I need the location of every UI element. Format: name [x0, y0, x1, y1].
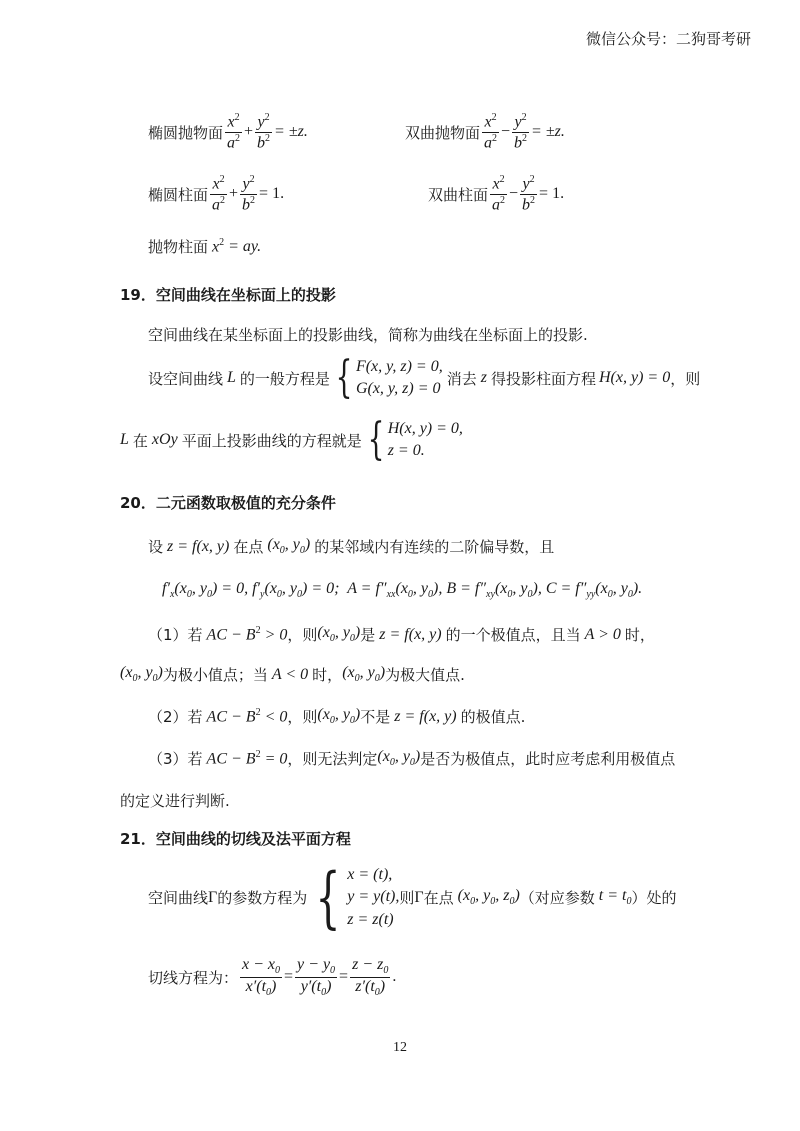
section-19-title: 19．空间曲线在坐标面上的投影: [120, 286, 336, 304]
section-21-title: 21．空间曲线的切线及法平面方程: [120, 830, 351, 848]
tangent-line-eq: 切线方程为： $\frac{x - x_0}{x'(t_0)}$ = $\frac{y - y_0}{y'(t_0)}$ = $\frac{z - z_0}{z'(t_0)}$ .: [148, 956, 397, 998]
hyper-cylinder-eq: 双曲柱面 $\frac{x^2}{a^2}$ − $\frac{y^2}{b^2}$ = 1.: [428, 174, 565, 214]
text: 在点: [233, 538, 264, 556]
text: 的一个极值点，且当: [445, 626, 581, 644]
ellip-cylinder-eq: 椭圆柱面 $\frac{x^2}{a^2}$ + $\frac{y^2}{b^2}$ = 1.: [148, 174, 285, 214]
paragraph: 空间曲线在某坐标面上的投影曲线，简称为曲线在坐标面上的投影.: [148, 326, 588, 344]
equation-system: { x = (t), y = y(t), z = z(t): [315, 858, 400, 936]
system-row: F(x, y, z) = 0,: [355, 358, 443, 375]
text: 在点: [423, 889, 454, 908]
system-row: z = z(t): [347, 910, 394, 928]
text: 得投影柱面方程: [490, 369, 596, 388]
text: ，则: [287, 626, 318, 644]
fraction: $\frac{x^2}{a^2}$: [212, 174, 226, 214]
system-row: H(x, y) = 0,: [387, 420, 463, 437]
section-20-title: 20．二元函数取极值的充分条件: [120, 494, 336, 512]
case-3-cont: 的定义进行判断.: [120, 792, 230, 810]
fraction: $\frac{x^2}{a^2}$: [484, 112, 498, 152]
rhs: = ±z.: [531, 123, 565, 141]
paragraph: 设 z = f(x, y) 在点 ($x_0$, $y_0$) 的某邻域内有连续的二阶偏导数，且: [148, 536, 555, 557]
case-1: （1）若 AC − $B^2 > 0$ ，则 ($x_0$, $y_0$) 是 z = f(x, y) 的一个极值点，且当 A > 0 时，: [148, 624, 655, 645]
fraction: $\frac{x^2}{a^2}$: [492, 174, 506, 214]
text: ，则: [287, 708, 318, 726]
text: 的一般方程是: [239, 369, 330, 388]
text: ，则无法判定: [287, 750, 378, 768]
param-statement: 空间曲线 Γ 的参数方程为 { x = (t), y = y(t), z = z(t) 则 Γ 在点 ($x_0$, $y_0$, $z_0$) （对应参数 $t = t_0$ ）处的: [148, 858, 677, 936]
text: 平面上投影曲线的方程就是: [181, 431, 362, 450]
rhs: = 1.: [539, 185, 565, 203]
surface-label: 双曲抛物面: [405, 123, 481, 142]
text: 的某邻域内有连续的二阶偏导数，且: [314, 538, 555, 556]
equation-system: { H(x, y) = 0, z = 0.: [367, 414, 463, 466]
fraction: $\frac{x^2}{a^2}$: [227, 112, 241, 152]
fraction: $\frac{z - z_0}{z'(t_0)}$: [352, 956, 389, 998]
page-number: 12: [393, 1040, 407, 1055]
case-3: （3）若 AC − $B^2 = 0$ ，则无法判定 ($x_0$, $y_0$) 是否为极值点，此时应考虑利用极值点: [148, 748, 676, 769]
text: （对应参数: [519, 889, 595, 908]
text: 时，: [312, 666, 343, 684]
text: 时，: [624, 626, 655, 644]
fraction: $\frac{y^2}{b^2}$: [242, 174, 256, 214]
rhs: = ay.: [228, 237, 262, 255]
system-row: y = y(t),: [347, 888, 400, 906]
fraction: $\frac{y^2}{b^2}$: [522, 174, 536, 214]
text: （3）若: [148, 750, 203, 768]
text: ，则: [670, 369, 701, 388]
ellip-paraboloid-eq: 椭圆抛物面 $\frac{x^2}{a^2}$ + $\frac{y^2}{b^2}$ = ±z.: [148, 112, 308, 152]
text: 则: [399, 889, 415, 908]
surface-label: 抛物柱面: [148, 238, 209, 256]
case-1-cont: ($x_0$, $y_0$) 为极小值点；当 A < 0 时， ($x_0$, $y_0$) 为极大值点.: [120, 664, 465, 685]
fraction: $\frac{x - x_0}{x'(t_0)}$: [242, 956, 281, 998]
equation-system: { F(x, y, z) = 0, G(x, y, z) = 0: [335, 352, 443, 404]
rhs: = ±z.: [274, 123, 308, 141]
system-row: G(x, y, z) = 0: [355, 380, 441, 398]
projection-result: L 在 xOy 平面上投影曲线的方程就是 { H(x, y) = 0, z = 0.: [120, 414, 463, 466]
text: 的参数方程为: [217, 889, 308, 908]
fraction: $\frac{y^2}{b^2}$: [514, 112, 528, 152]
text: ）处的: [631, 889, 677, 908]
text: 的极值点.: [460, 708, 526, 726]
text: 切线方程为：: [148, 968, 239, 987]
text: 设空间曲线: [148, 369, 224, 388]
surface-label: 椭圆柱面: [148, 185, 209, 204]
text: 空间曲线: [148, 889, 209, 908]
text: 设: [148, 538, 164, 556]
case-2: （2）若 AC − $B^2 < 0$ ，则 ($x_0$, $y_0$) 不是 z = f(x, y) 的极值点.: [148, 706, 526, 727]
text: 为极小值点；当: [162, 666, 268, 684]
header-watermark: 微信公众号：二狗哥考研: [586, 30, 752, 48]
text: 为极大值点.: [385, 666, 465, 684]
text: 消去: [446, 369, 477, 388]
text: 在: [132, 431, 148, 450]
fraction: $\frac{y^2}{b^2}$: [257, 112, 271, 152]
projection-statement: 设空间曲线 L 的一般方程是 { F(x, y, z) = 0, G(x, y, z) = 0 消去 z 得投影柱面方程 H(x, y) = 0 ，则: [148, 352, 701, 404]
text: 是: [360, 626, 376, 644]
text: 是否为极值点，此时应考虑利用极值点: [420, 750, 676, 768]
rhs: = 1.: [259, 185, 285, 203]
system-row: x = (t),: [347, 866, 393, 883]
equation: H(x, y) = 0: [598, 369, 671, 387]
system-row: z = 0.: [387, 442, 425, 460]
partial-derivatives: $f'_x(x_0$, $y_0) = 0$, $f'_y(x_0$, $y_0) = 0$; $A = f''_{xx}(x_0$, $y_0$), $B = f''_{xy}(x_0$, $y_0$), $C = f''_{yy}(x_0$, $y_0$).: [162, 580, 643, 601]
hyper-paraboloid-eq: 双曲抛物面 $\frac{x^2}{a^2}$ − $\frac{y^2}{b^2}$ = ±z.: [405, 112, 565, 152]
surface-label: 双曲柱面: [428, 185, 489, 204]
text: （1）若: [148, 626, 203, 644]
surface-label: 椭圆抛物面: [148, 123, 224, 142]
parab-cylinder-eq: 抛物柱面 $x^2$ = ay.: [148, 236, 262, 256]
fraction: $\frac{y - y_0}{y'(t_0)}$: [297, 956, 336, 998]
text: （2）若: [148, 708, 203, 726]
text: 不是: [360, 708, 391, 726]
